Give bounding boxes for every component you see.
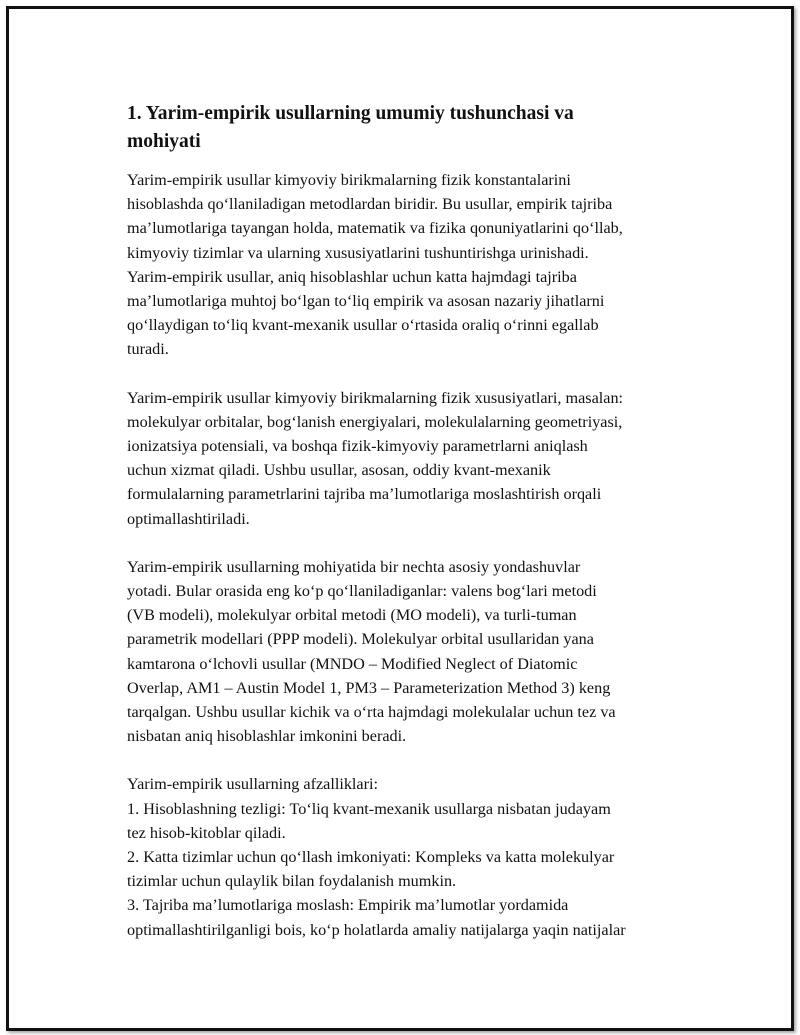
paragraph-intro [127, 168, 702, 362]
document-page [6, 6, 794, 1031]
heading-line: 1. Yarim-empirik usullarning umumiy tushunchasi va [127, 103, 574, 124]
text-line: ma’lumotlariga tayangan holda, matematik va fizika qonuniyatlarini qo‘llab, [127, 219, 623, 238]
text-line: ma’lumotlariga muhtoj bo‘lgan to‘liq empirik va asosan nazariy jihatlarni [127, 292, 605, 311]
text-line: hisoblashda qo‘llaniladigan metodlardan biridir. Bu usullar, empirik tajriba [127, 195, 613, 214]
text-line: Overlap, AM1 – Austin Model 1, PM3 – Parameterization Method 3) keng [127, 678, 611, 697]
text-line: molekulyar orbitalar, bog‘lanish energiyalari, molekulalarning geometriyasi, [127, 412, 623, 431]
text-line: kamtarona o‘lchovli usullar (MNDO – Modified Neglect of Diatomic [127, 654, 578, 673]
paragraph-properties [127, 386, 702, 531]
text-line: (VB modeli), molekulyar orbital metodi (MO modeli), va turli-tuman [127, 606, 577, 625]
text-line: yotadi. Bular orasida eng ko‘p qo‘llaniladiganlar: valens bog‘lari metodi [127, 582, 597, 601]
text-line: Yarim-empirik usullar, aniq hisoblashlar uchun katta hajmdagi tajriba [127, 267, 577, 286]
list-item: tizimlar uchun qulaylik bilan foydalanish mumkin. [127, 872, 457, 891]
document-content [127, 100, 702, 942]
list-item: 1. Hisoblashning tezligi: To‘liq kvant-mexanik usullarga nisbatan judayam [127, 799, 611, 818]
text-line: kimyoviy tizimlar va ularning xususiyatlarini tushuntirishga urinishadi. [127, 243, 589, 262]
advantages-list [127, 772, 702, 941]
text-line: ionizatsiya potensiali, va boshqa fizik-kimyoviy parametrlarni aniqlash [127, 437, 588, 456]
text-line: tarqalgan. Ushbu usullar kichik va o‘rta hajmdagi molekulalar uchun tez va [127, 703, 616, 722]
list-item: tez hisob-kitoblar qiladi. [127, 823, 286, 842]
heading-line: mohiyati [127, 131, 201, 152]
list-item: 2. Katta tizimlar uchun qo‘llash imkoniyati: Kompleks va katta molekulyar [127, 848, 615, 867]
text-line: Yarim-empirik usullar kimyoviy birikmalarning fizik xususiyatlari, masalan: [127, 388, 624, 407]
section-heading [127, 100, 702, 156]
text-line: turadi. [127, 340, 169, 359]
text-line: qo‘llaydigan to‘liq kvant-mexanik usullar o‘rtasida oraliq o‘rinni egallab [127, 316, 599, 335]
list-item: 3. Tajriba ma’lumotlariga moslash: Empirik ma’lumotlar yordamida [127, 896, 569, 915]
text-line: uchun xizmat qiladi. Ushbu usullar, asosan, oddiy kvant-mexanik [127, 461, 551, 480]
text-line: parametrik modellari (PPP modeli). Molekulyar orbital usullaridan yana [127, 630, 594, 649]
text-line: Yarim-empirik usullar kimyoviy birikmalarning fizik konstantalarini [127, 171, 571, 189]
text-line: optimallashtiriladi. [127, 509, 250, 528]
text-line: formulalarning parametrlarini tajriba ma’lumotlariga moslashtirish orqali [127, 485, 602, 504]
text-line: Yarim-empirik usullarning mohiyatida bir nechta asosiy yondashuvlar [127, 557, 581, 576]
paragraph-approaches [127, 555, 702, 749]
list-item: optimallashtirilganligi bois, ko‘p holatlarda amaliy natijalarga yaqin natijalar [127, 920, 626, 939]
text-line: nisbatan aniq hisoblashlar imkonini beradi. [127, 727, 407, 746]
advantages-title: Yarim-empirik usullarning afzalliklari: [127, 775, 378, 794]
